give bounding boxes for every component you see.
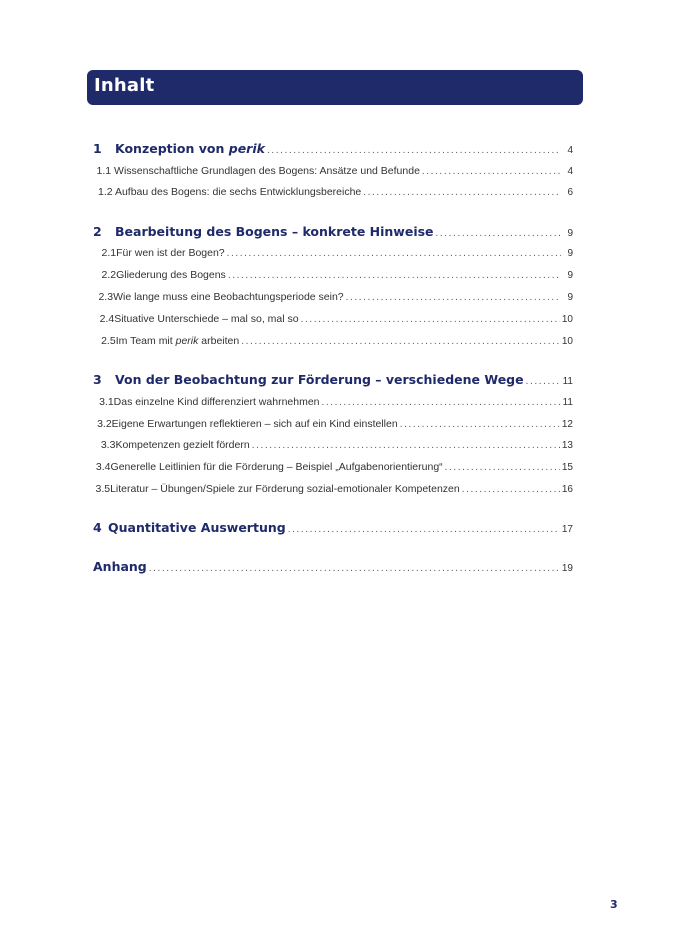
toc-entry-1-2[interactable]	[93, 186, 573, 198]
dot-leader	[363, 187, 561, 198]
toc-entry-number: 3.4	[95, 461, 111, 473]
toc-entry-number: 2.5	[101, 335, 116, 347]
toc-entry-page: 9	[567, 248, 573, 259]
dot-leader	[400, 419, 560, 430]
toc-entry-page: 10	[561, 314, 573, 325]
toc-entry-title: Eigene Erwartungen reflektieren – sich auf ein Kind einstellen	[111, 418, 398, 430]
toc-entry-page: 17	[561, 524, 573, 535]
toc-entry-title: Das einzelne Kind differenziert wahrnehmen	[113, 396, 320, 408]
toc-entry-title: Situative Unterschiede – mal so, mal so	[114, 313, 299, 325]
toc-entry-title: 1.2 Aufbau des Bogens: die sechs Entwicklungsbereiche	[98, 186, 362, 198]
toc-entry-title: Konzeption von perik	[115, 141, 265, 156]
toc-entry-page: 4	[567, 145, 573, 156]
toc-entry-page: 11	[562, 376, 573, 387]
toc-entry-page: 9	[567, 292, 573, 303]
dot-leader	[288, 524, 560, 535]
toc-entry-2-2[interactable]	[93, 269, 573, 281]
toc-entry-title: Quantitative Auswertung	[108, 520, 286, 535]
dot-leader	[227, 248, 561, 259]
toc-entry-title: Gliederung des Bogens	[116, 269, 226, 281]
toc-entry-page: 15	[561, 462, 573, 473]
toc-entry-title: Kompetenzen gezielt fördern	[115, 439, 250, 451]
toc-entry-number: 4	[93, 520, 102, 535]
dot-leader	[267, 145, 561, 156]
toc-entry-title: Im Team mit perik arbeiten	[115, 335, 240, 347]
toc-entry-page: 10	[561, 336, 573, 347]
dot-leader	[149, 563, 560, 574]
toc-entry-number: 2.1	[101, 247, 117, 259]
dot-leader	[445, 462, 560, 473]
toc-entry-number: 3	[93, 372, 102, 387]
toc-entry-4[interactable]	[93, 520, 573, 535]
toc-entry-anhang[interactable]	[93, 559, 573, 574]
toc-entry-page: 6	[567, 187, 573, 198]
toc-entry-number: 3.5	[95, 483, 111, 495]
toc-entry-page: 11	[562, 397, 573, 408]
toc-entry-title: Für wen ist der Bogen?	[116, 247, 225, 259]
dot-leader	[228, 270, 561, 281]
toc-entry-number: 1	[93, 141, 102, 156]
toc-entry-number: 2	[93, 224, 102, 239]
toc-entry-number: 2.3	[98, 291, 114, 303]
page-number: 3	[610, 898, 618, 911]
dot-leader	[241, 336, 560, 347]
toc-entry-page: 13	[561, 440, 573, 451]
toc-header-bar	[87, 70, 583, 105]
toc-entry-number: 3.3	[100, 439, 116, 451]
toc-entry-3-2[interactable]	[93, 418, 573, 430]
page-title: Inhalt	[94, 75, 155, 96]
toc-entry-3[interactable]	[93, 372, 573, 387]
toc-entry-page: 9	[567, 270, 573, 281]
toc-entry-2-4[interactable]	[93, 313, 573, 325]
dot-leader	[346, 292, 561, 303]
toc-entry-title: Generelle Leitlinien für die Förderung – Beispiel „Aufgabenorientierung“	[110, 461, 443, 473]
toc-entry-title: 1.1 Wissenschaftliche Grundlagen des Bogens: Ansätze und Befunde	[96, 165, 420, 177]
toc-entry-1-1[interactable]	[93, 165, 573, 177]
toc-entry-3-4[interactable]	[93, 461, 573, 473]
toc-entry-number: 3.1	[99, 396, 114, 408]
toc-entry-number: 2.4	[99, 313, 115, 325]
dot-leader	[322, 397, 561, 408]
toc-entry-2-5[interactable]	[93, 335, 573, 347]
toc-entry-title: Bearbeitung des Bogens – konkrete Hinweise	[115, 224, 434, 239]
toc-entry-page: 9	[567, 228, 573, 239]
toc-entry-2-1[interactable]	[93, 247, 573, 259]
toc-entry-2-3[interactable]	[93, 291, 573, 303]
toc-entry-title: Wie lange muss eine Beobachtungsperiode sein?	[113, 291, 344, 303]
toc-entry-3-5[interactable]	[93, 483, 573, 495]
toc-entry-number: 2.2	[101, 269, 117, 281]
toc-entry-page: 16	[561, 484, 573, 495]
toc-entry-title: Anhang	[93, 559, 147, 574]
dot-leader	[526, 376, 561, 387]
toc-entry-3-1[interactable]	[93, 396, 573, 408]
dot-leader	[422, 166, 561, 177]
toc-entry-1[interactable]	[93, 141, 573, 156]
dot-leader	[252, 440, 560, 451]
dot-leader	[301, 314, 560, 325]
toc-entry-3-3[interactable]	[93, 439, 573, 451]
toc-entry-2[interactable]	[93, 224, 573, 239]
toc-entry-title: Von der Beobachtung zur Förderung – verschiedene Wege	[115, 372, 524, 387]
toc-entry-number: 3.2	[97, 418, 112, 430]
dot-leader	[436, 228, 561, 239]
toc-entry-page: 19	[561, 563, 573, 574]
toc-entry-title: Literatur – Übungen/Spiele zur Förderung sozial-emotionaler Kompetenzen	[110, 483, 460, 495]
dot-leader	[462, 484, 560, 495]
toc-entry-page: 12	[561, 419, 573, 430]
toc-entry-page: 4	[567, 166, 573, 177]
